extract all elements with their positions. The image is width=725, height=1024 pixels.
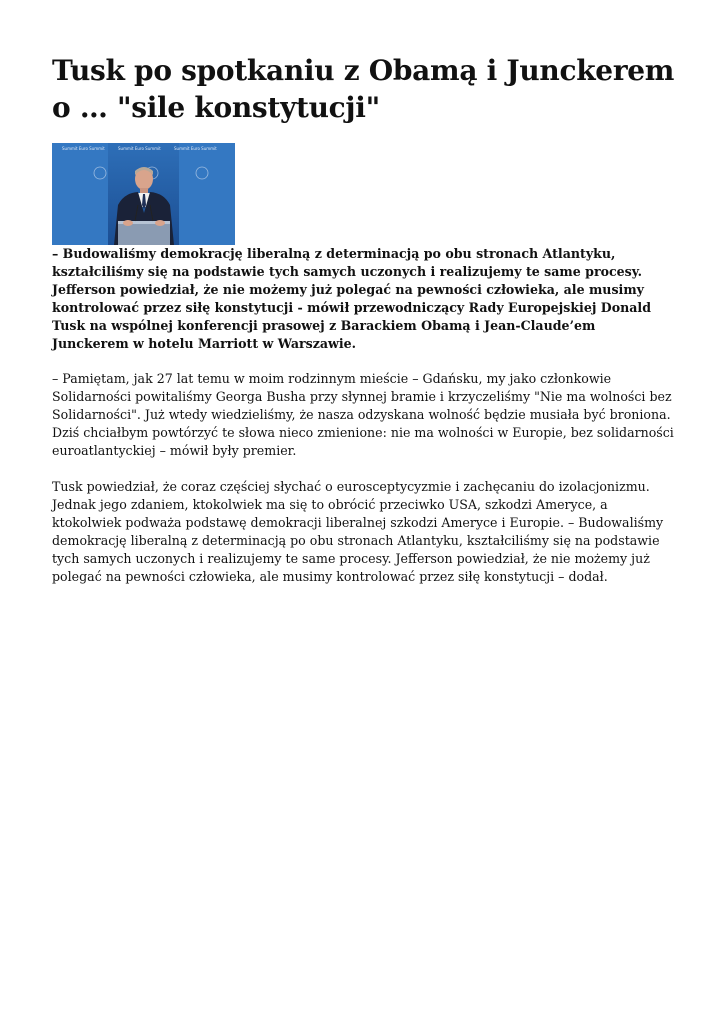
article-lead: – Budowaliśmy demokrację liberalną z determinacją po obu stronach Atlantyku, kształciliśmy się na podstawie tych samych uczonych i realizujemy te same procesy. Jefferson powiedział, że nie możemy już polegać na pewności człowieka, ale musimy kontrolować przez siłę konstytucji - mówił przewodniczący Rady Europejskiej Donald Tusk na wspólnej konferencji prasowej z Barackiem Obamą i Jean-Claude’em Junckerem w hotelu Marriott w Warszawie.	[52, 246, 652, 351]
photo-banner-left: Summit Euro Summit	[62, 146, 105, 151]
article-photo	[52, 143, 235, 245]
article-title: Tusk po spotkaniu z Obamą i Junckerem o … "sile konstytucji"	[52, 54, 675, 124]
photo-banner-center: Summit Euro Summit	[118, 146, 161, 151]
article-paragraph: – Pamiętam, jak 27 lat temu w moim rodzinnym mieście – Gdańsku, my jako członkowie Solidarności powitaliśmy Georga Busha przy słynnej bramie i krzyczeliśmy "Nie ma wolności bez Solidarności". Już wtedy wiedzieliśmy, że nasza odzyskana wolność będzie musiała być broniona. Dziś chciałbym powtórzyć te słowa nieco zmienione: nie ma wolności w Europie, bez solidarności euroatlantyckiej – mówił były premier.	[52, 371, 674, 458]
photo-banner-right: Summit Euro Summit	[174, 146, 217, 151]
article-paragraph: Tusk powiedział, że coraz częściej słychać o eurosceptycyzmie i zachęcaniu do izolacjonizmu. Jednak jego zdaniem, ktokolwiek ma się to obrócić przeciwko USA, szkodzi Ameryce, a ktokolwiek podważa podstawę demokracji liberalnej szkodzi Ameryce i Europie. – Budowaliśmy demokrację liberalną z determinacją po obu stronach Atlantyku, kształciliśmy się na podstawie tych samych uczonych i realizujemy te same procesy. Jefferson powiedział, że nie możemy już polegać na pewności człowieka, ale musimy kontrolować przez siłę konstytucji – dodał.	[52, 479, 664, 584]
